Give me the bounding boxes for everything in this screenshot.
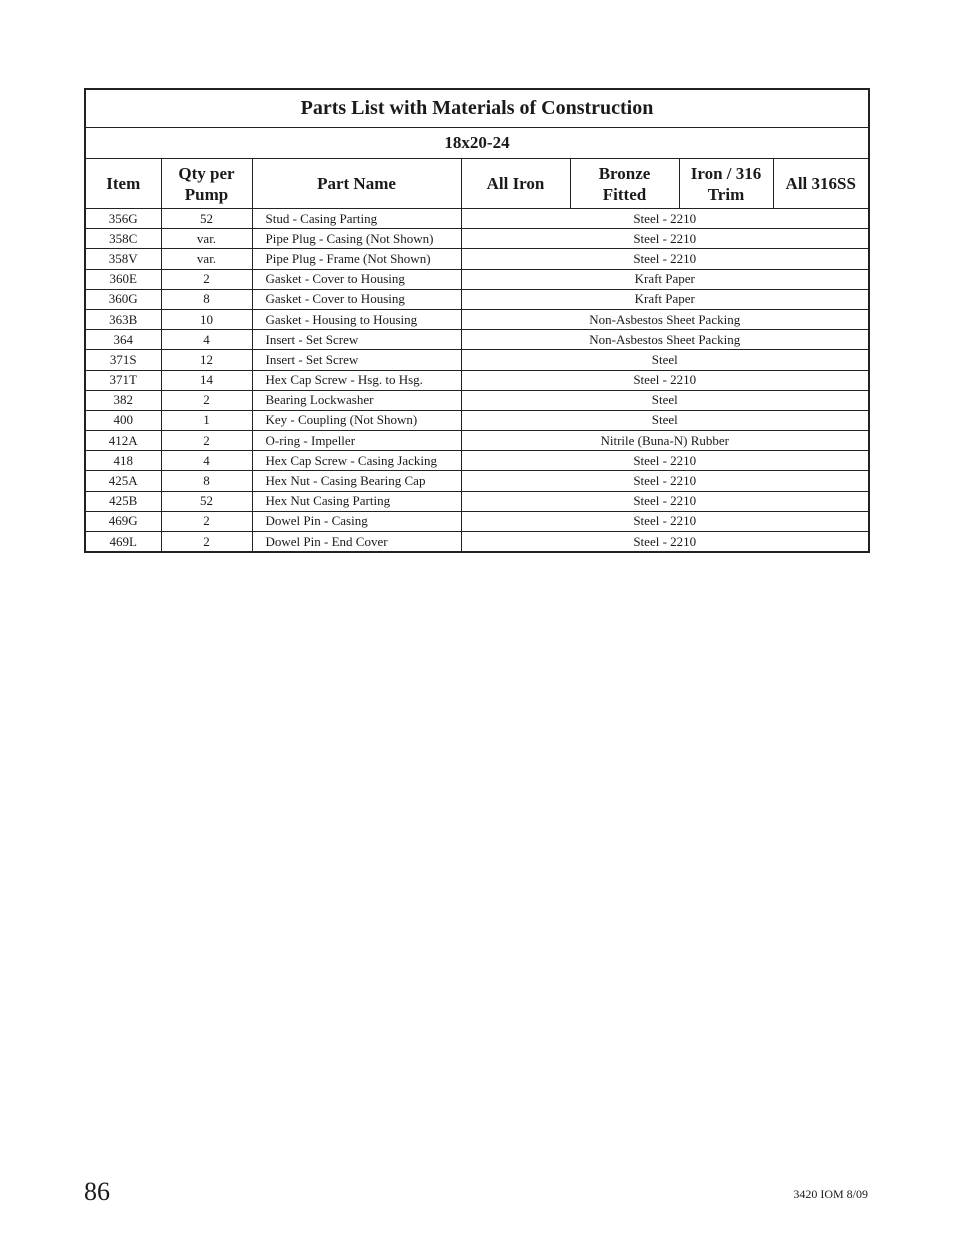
- cell-qty: 12: [161, 350, 252, 370]
- header-iron316-line1: Iron / 316: [690, 163, 762, 183]
- cell-qty: 2: [161, 390, 252, 410]
- cell-material: Steel - 2210: [461, 451, 868, 471]
- table-row: [86, 330, 868, 350]
- cell-item: 371S: [86, 350, 161, 370]
- cell-item: 356G: [86, 209, 161, 229]
- header-all-iron: All Iron: [461, 159, 570, 209]
- cell-item: 418: [86, 451, 161, 471]
- parts-table-grid: [86, 90, 868, 551]
- cell-material: Steel - 2210: [461, 491, 868, 511]
- cell-material: Non-Asbestos Sheet Packing: [461, 309, 868, 329]
- cell-part-name: Dowel Pin - End Cover: [252, 532, 461, 552]
- cell-qty: 52: [161, 209, 252, 229]
- table-subtitle-model: 18x20-24: [86, 128, 868, 159]
- cell-qty: 4: [161, 451, 252, 471]
- page-number: 86: [84, 1177, 110, 1206]
- cell-material: Steel - 2210: [461, 249, 868, 269]
- cell-material: Steel: [461, 350, 868, 370]
- table-row: [86, 229, 868, 249]
- cell-part-name: Key - Coupling (Not Shown): [252, 410, 461, 430]
- cell-qty: 8: [161, 471, 252, 491]
- header-bronze-fitted: [570, 159, 679, 209]
- header-part-name: Part Name: [252, 159, 461, 209]
- cell-qty: 4: [161, 330, 252, 350]
- header-qty-line2: Pump: [184, 184, 229, 204]
- table-row: [86, 410, 868, 430]
- cell-part-name: Gasket - Cover to Housing: [252, 289, 461, 309]
- cell-item: 425A: [86, 471, 161, 491]
- header-qty-per-pump: [161, 159, 252, 209]
- cell-item: 412A: [86, 431, 161, 451]
- header-bronze-line1: Bronze: [598, 163, 651, 183]
- cell-part-name: Hex Nut - Casing Bearing Cap: [252, 471, 461, 491]
- header-all-316ss: All 316SS: [773, 159, 868, 209]
- cell-part-name: Gasket - Cover to Housing: [252, 269, 461, 289]
- cell-qty: 14: [161, 370, 252, 390]
- table-row: [86, 350, 868, 370]
- cell-item: 425B: [86, 491, 161, 511]
- cell-item: 360G: [86, 289, 161, 309]
- cell-item: 358V: [86, 249, 161, 269]
- cell-material: Steel - 2210: [461, 532, 868, 552]
- cell-material: Non-Asbestos Sheet Packing: [461, 330, 868, 350]
- cell-part-name: Pipe Plug - Frame (Not Shown): [252, 249, 461, 269]
- cell-material: Steel: [461, 390, 868, 410]
- cell-material: Steel - 2210: [461, 229, 868, 249]
- cell-part-name: Gasket - Housing to Housing: [252, 309, 461, 329]
- table-title: Parts List with Materials of Construction: [86, 90, 868, 128]
- cell-part-name: Hex Cap Screw - Hsg. to Hsg.: [252, 370, 461, 390]
- cell-qty: 2: [161, 511, 252, 531]
- cell-item: 360E: [86, 269, 161, 289]
- cell-item: 382: [86, 390, 161, 410]
- cell-material: Steel: [461, 410, 868, 430]
- parts-list-table: [84, 88, 870, 553]
- header-iron316-line2: Trim: [707, 184, 745, 204]
- table-row: [86, 269, 868, 289]
- table-row: [86, 390, 868, 410]
- cell-part-name: Pipe Plug - Casing (Not Shown): [252, 229, 461, 249]
- cell-qty: 2: [161, 431, 252, 451]
- cell-item: 469L: [86, 532, 161, 552]
- cell-material: Steel - 2210: [461, 209, 868, 229]
- document-reference: 3420 IOM 8/09: [793, 1187, 868, 1201]
- cell-qty: 1: [161, 410, 252, 430]
- table-row: [86, 471, 868, 491]
- cell-qty: var.: [161, 249, 252, 269]
- table-row: [86, 249, 868, 269]
- cell-material: Steel - 2210: [461, 471, 868, 491]
- cell-qty: 52: [161, 491, 252, 511]
- cell-qty: 2: [161, 269, 252, 289]
- cell-material: Steel - 2210: [461, 370, 868, 390]
- cell-qty: 10: [161, 309, 252, 329]
- cell-part-name: Hex Nut Casing Parting: [252, 491, 461, 511]
- cell-part-name: Stud - Casing Parting: [252, 209, 461, 229]
- header-iron-316-trim: [679, 159, 773, 209]
- table-row: [86, 451, 868, 471]
- header-qty-line1: Qty per: [178, 163, 235, 183]
- cell-part-name: O-ring - Impeller: [252, 431, 461, 451]
- cell-part-name: Insert - Set Screw: [252, 350, 461, 370]
- table-row: [86, 511, 868, 531]
- cell-item: 400: [86, 410, 161, 430]
- table-row: [86, 491, 868, 511]
- cell-item: 363B: [86, 309, 161, 329]
- cell-qty: var.: [161, 229, 252, 249]
- cell-item: 358C: [86, 229, 161, 249]
- cell-qty: 2: [161, 532, 252, 552]
- cell-part-name: Insert - Set Screw: [252, 330, 461, 350]
- table-row: [86, 309, 868, 329]
- cell-item: 469G: [86, 511, 161, 531]
- table-row: [86, 209, 868, 229]
- cell-item: 364: [86, 330, 161, 350]
- table-row: [86, 532, 868, 552]
- header-item: Item: [86, 159, 161, 209]
- table-row: [86, 370, 868, 390]
- cell-part-name: Dowel Pin - Casing: [252, 511, 461, 531]
- cell-qty: 8: [161, 289, 252, 309]
- cell-material: Kraft Paper: [461, 269, 868, 289]
- cell-part-name: Hex Cap Screw - Casing Jacking: [252, 451, 461, 471]
- table-row: [86, 431, 868, 451]
- table-row: [86, 289, 868, 309]
- cell-material: Nitrile (Buna-N) Rubber: [461, 431, 868, 451]
- cell-item: 371T: [86, 370, 161, 390]
- cell-material: Kraft Paper: [461, 289, 868, 309]
- parts-table-body: [86, 209, 868, 552]
- cell-material: Steel - 2210: [461, 511, 868, 531]
- header-bronze-line2: Fitted: [602, 184, 647, 204]
- column-header-row: [86, 159, 868, 209]
- cell-part-name: Bearing Lockwasher: [252, 390, 461, 410]
